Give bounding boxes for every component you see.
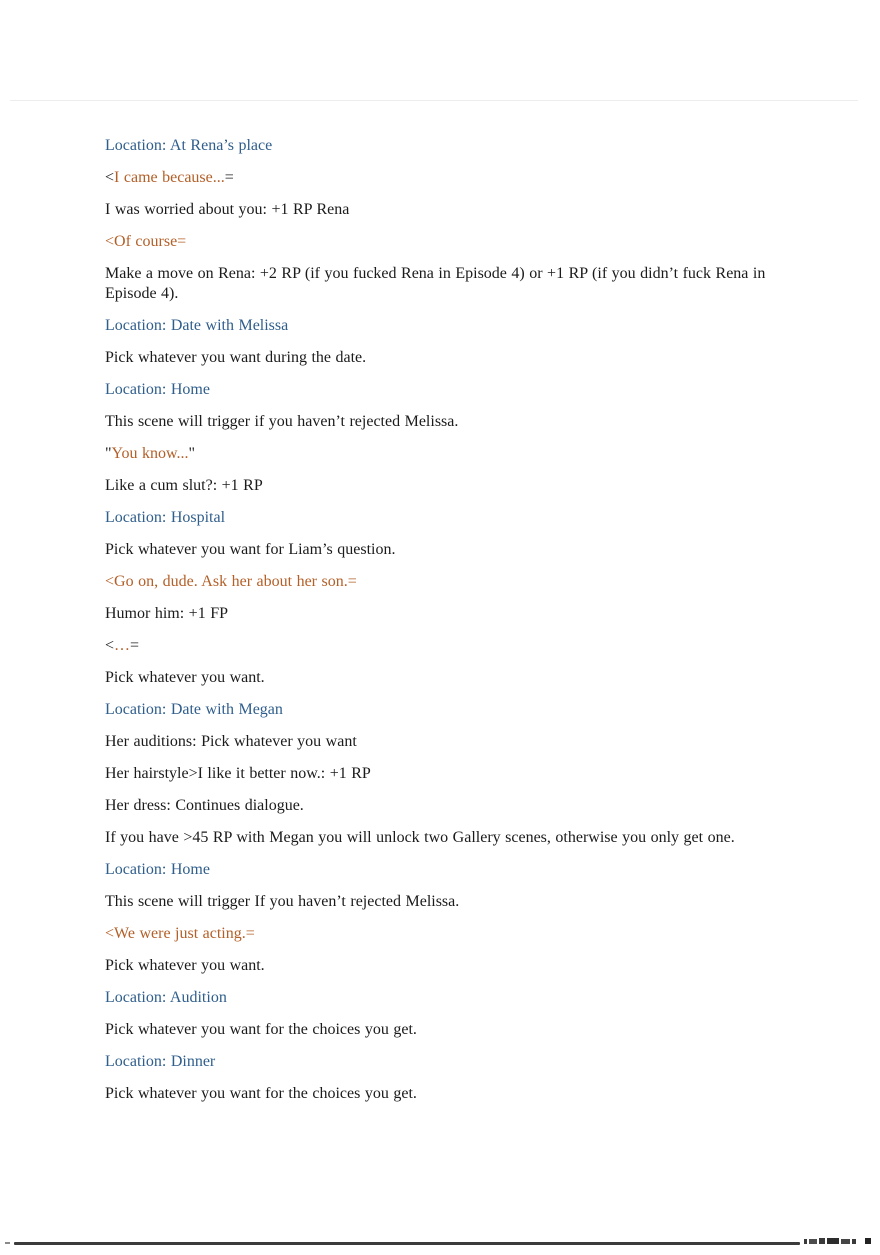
choice-suffix: = [347,573,357,590]
paragraph-choice [105,444,777,464]
paragraph-location: Location: Home [105,861,210,878]
document-body [105,136,777,1116]
footer-left-mark [5,1242,10,1244]
choice-suffix: = [130,637,140,654]
choice-prefix: < [105,169,115,186]
paragraph-location: Location: Audition [105,989,227,1006]
choice-text: Go on, dude. Ask her about her son. [114,573,348,590]
paragraph-body: Her hairstyle>I like it better now.: +1 RP [105,765,371,782]
paragraph-location: Location: Home [105,381,210,398]
paragraph-body: Pick whatever you want for Liam’s question. [105,541,396,558]
paragraph-body: Her auditions: Pick whatever you want [105,733,357,750]
paragraph-choice [105,924,777,944]
paragraph-body: Pick whatever you want for the choices you get. [105,1085,417,1102]
choice-text: We were just acting. [114,925,246,942]
choice-prefix: " [105,445,112,462]
choice-suffix: = [245,925,255,942]
paragraph-body: Pick whatever you want. [105,669,265,686]
paragraph-body: Pick whatever you want. [105,957,265,974]
paragraph-body: Pick whatever you want during the date. [105,349,367,366]
paragraph-location: Location: Hospital [105,509,226,526]
choice-text: I came because... [114,169,225,186]
paragraph-body: This scene will trigger If you haven’t rejected Melissa. [105,893,460,910]
paragraph-body: I was worried about you: +1 RP Rena [105,201,350,218]
choice-suffix: " [188,445,196,462]
choice-prefix: < [105,925,115,942]
paragraph-body: If you have >45 RP with Megan you will unlock two Gallery scenes, otherwise you only get one. [105,829,735,846]
paragraph-choice [105,232,777,252]
choice-prefix: < [105,573,115,590]
paragraph-choice [105,636,777,656]
paragraph-choice [105,168,777,188]
choice-suffix: = [224,169,234,186]
paragraph-body: Make a move on Rena: +2 RP (if you fucked Rena in Episode 4) or +1 RP (if you didn’t fuck Rena in Episode 4). [105,265,766,302]
page-bottom-divider [14,1242,800,1245]
paragraph-body: Pick whatever you want for the choices you get. [105,1021,417,1038]
footer-noise-marks [804,1237,876,1245]
paragraph-body: This scene will trigger if you haven’t rejected Melissa. [105,413,459,430]
choice-text: You know... [111,445,189,462]
paragraph-body: Humor him: +1 FP [105,605,228,622]
page-top-divider [10,100,858,101]
paragraph-body: Her dress: Continues dialogue. [105,797,304,814]
choice-prefix: < [105,637,115,654]
choice-text: Of course [114,233,178,250]
paragraph-location: Location: Date with Megan [105,701,283,718]
paragraph-location: Location: At Rena’s place [105,137,273,154]
choice-text: … [114,637,131,654]
choice-suffix: = [177,233,187,250]
paragraph-location: Location: Date with Melissa [105,317,289,334]
paragraph-choice [105,572,777,592]
choice-prefix: < [105,233,115,250]
paragraph-location: Location: Dinner [105,1053,216,1070]
paragraph-body: Like a cum slut?: +1 RP [105,477,263,494]
